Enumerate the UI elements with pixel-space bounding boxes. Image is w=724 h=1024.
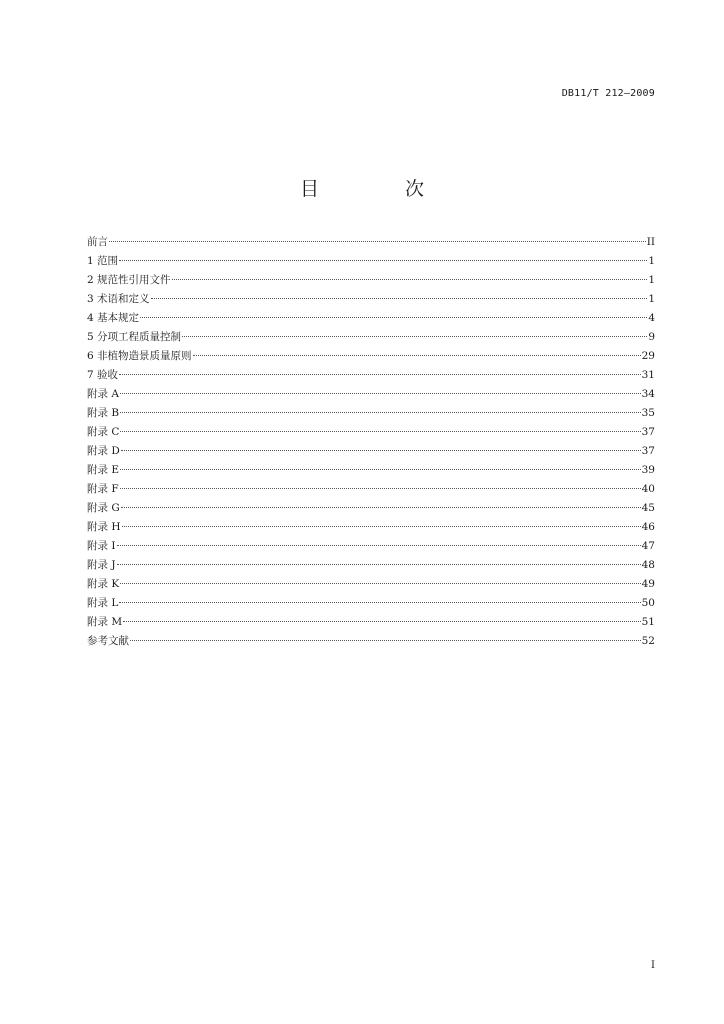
toc-entry-label: 附录 C (87, 426, 120, 438)
toc-leader-dots (120, 431, 640, 432)
toc-entry-label: 4 基本规定 (87, 312, 140, 324)
toc-entry-page: 9 (648, 331, 655, 343)
toc-entry-label: 附录 K (87, 578, 120, 590)
toc-entry-page: II (646, 236, 655, 248)
toc-entry-label: 5 分项工程质量控制 (87, 331, 182, 343)
toc-entry[interactable] (87, 575, 655, 594)
toc-leader-dots (151, 298, 648, 299)
toc-leader-dots (121, 507, 641, 508)
toc-leader-dots (120, 488, 641, 489)
toc-entry-page: 37 (641, 426, 655, 438)
toc-list (87, 233, 655, 651)
toc-leader-dots (193, 355, 641, 356)
toc-entry[interactable] (87, 632, 655, 651)
toc-entry[interactable] (87, 347, 655, 366)
toc-entry-label: 附录 L (87, 597, 119, 609)
toc-entry-label: 参考文献 (87, 635, 129, 647)
toc-entry-label: 7 验收 (87, 369, 119, 381)
toc-leader-dots (172, 279, 648, 280)
toc-entry-page: 1 (648, 255, 655, 267)
toc-entry-label: 附录 H (87, 521, 121, 533)
toc-entry[interactable] (87, 252, 655, 271)
toc-entry[interactable] (87, 499, 655, 518)
toc-entry[interactable] (87, 518, 655, 537)
toc-entry-label: 附录 E (87, 464, 120, 476)
toc-entry[interactable] (87, 537, 655, 556)
toc-entry-label: 附录 A (87, 388, 119, 400)
toc-leader-dots (119, 602, 640, 603)
document-code: DB11/T 212—2009 (561, 88, 655, 99)
toc-leader-dots (123, 621, 641, 622)
toc-entry-page: 48 (641, 559, 655, 571)
toc-entry-label: 附录 G (87, 502, 120, 514)
toc-entry-page: 50 (641, 597, 655, 609)
toc-entry-page: 1 (648, 274, 655, 286)
toc-entry[interactable] (87, 480, 655, 499)
toc-entry-page: 39 (641, 464, 655, 476)
toc-leader-dots (109, 241, 646, 242)
toc-entry[interactable] (87, 613, 655, 632)
toc-entry-page: 45 (641, 502, 655, 514)
toc-entry-page: 35 (641, 407, 655, 419)
toc-leader-dots (121, 450, 641, 451)
toc-leader-dots (120, 583, 640, 584)
toc-entry-page: 40 (641, 483, 655, 495)
toc-entry-label: 1 范围 (87, 255, 119, 267)
toc-entry-page: 34 (641, 388, 655, 400)
toc-entry-label: 6 非植物造景质量原则 (87, 350, 192, 362)
toc-entry[interactable] (87, 594, 655, 613)
toc-entry[interactable] (87, 271, 655, 290)
toc-leader-dots (140, 317, 647, 318)
toc-entry[interactable] (87, 404, 655, 423)
toc-leader-dots (120, 393, 641, 394)
toc-entry[interactable] (87, 328, 655, 347)
toc-entry-label: 附录 M (87, 616, 123, 628)
toc-leader-dots (117, 564, 641, 565)
toc-entry-page: 46 (641, 521, 655, 533)
toc-leader-dots (119, 260, 647, 261)
toc-entry[interactable] (87, 461, 655, 480)
toc-entry-label: 附录 I (87, 540, 116, 552)
toc-entry-label: 前言 (87, 236, 108, 248)
toc-entry-label: 附录 F (87, 483, 119, 495)
toc-leader-dots (122, 526, 641, 527)
toc-entry[interactable] (87, 385, 655, 404)
toc-entry[interactable] (87, 233, 655, 252)
toc-entry-label: 附录 D (87, 445, 120, 457)
toc-leader-dots (117, 545, 641, 546)
toc-entry-label: 3 术语和定义 (87, 293, 150, 305)
toc-entry-page: 29 (641, 350, 655, 362)
toc-entry[interactable] (87, 366, 655, 385)
toc-entry-page: 49 (641, 578, 655, 590)
toc-entry-label: 附录 B (87, 407, 120, 419)
toc-entry-page: 37 (641, 445, 655, 457)
toc-entry-label: 2 规范性引用文件 (87, 274, 171, 286)
toc-leader-dots (120, 412, 641, 413)
toc-entry[interactable] (87, 309, 655, 328)
toc-leader-dots (120, 469, 641, 470)
toc-title: 目 次 (299, 178, 465, 200)
toc-entry-page: 31 (641, 369, 655, 381)
page-number: I (651, 960, 655, 971)
toc-entry-page: 51 (641, 616, 655, 628)
toc-entry-label: 附录 J (87, 559, 116, 571)
toc-entry-page: 1 (648, 293, 655, 305)
toc-entry[interactable] (87, 423, 655, 442)
toc-entry-page: 47 (641, 540, 655, 552)
toc-entry[interactable] (87, 442, 655, 461)
toc-entry[interactable] (87, 556, 655, 575)
toc-leader-dots (119, 374, 641, 375)
toc-leader-dots (182, 336, 647, 337)
toc-entry-page: 4 (648, 312, 655, 324)
toc-entry[interactable] (87, 290, 655, 309)
toc-leader-dots (130, 640, 641, 641)
toc-entry-page: 52 (641, 635, 655, 647)
